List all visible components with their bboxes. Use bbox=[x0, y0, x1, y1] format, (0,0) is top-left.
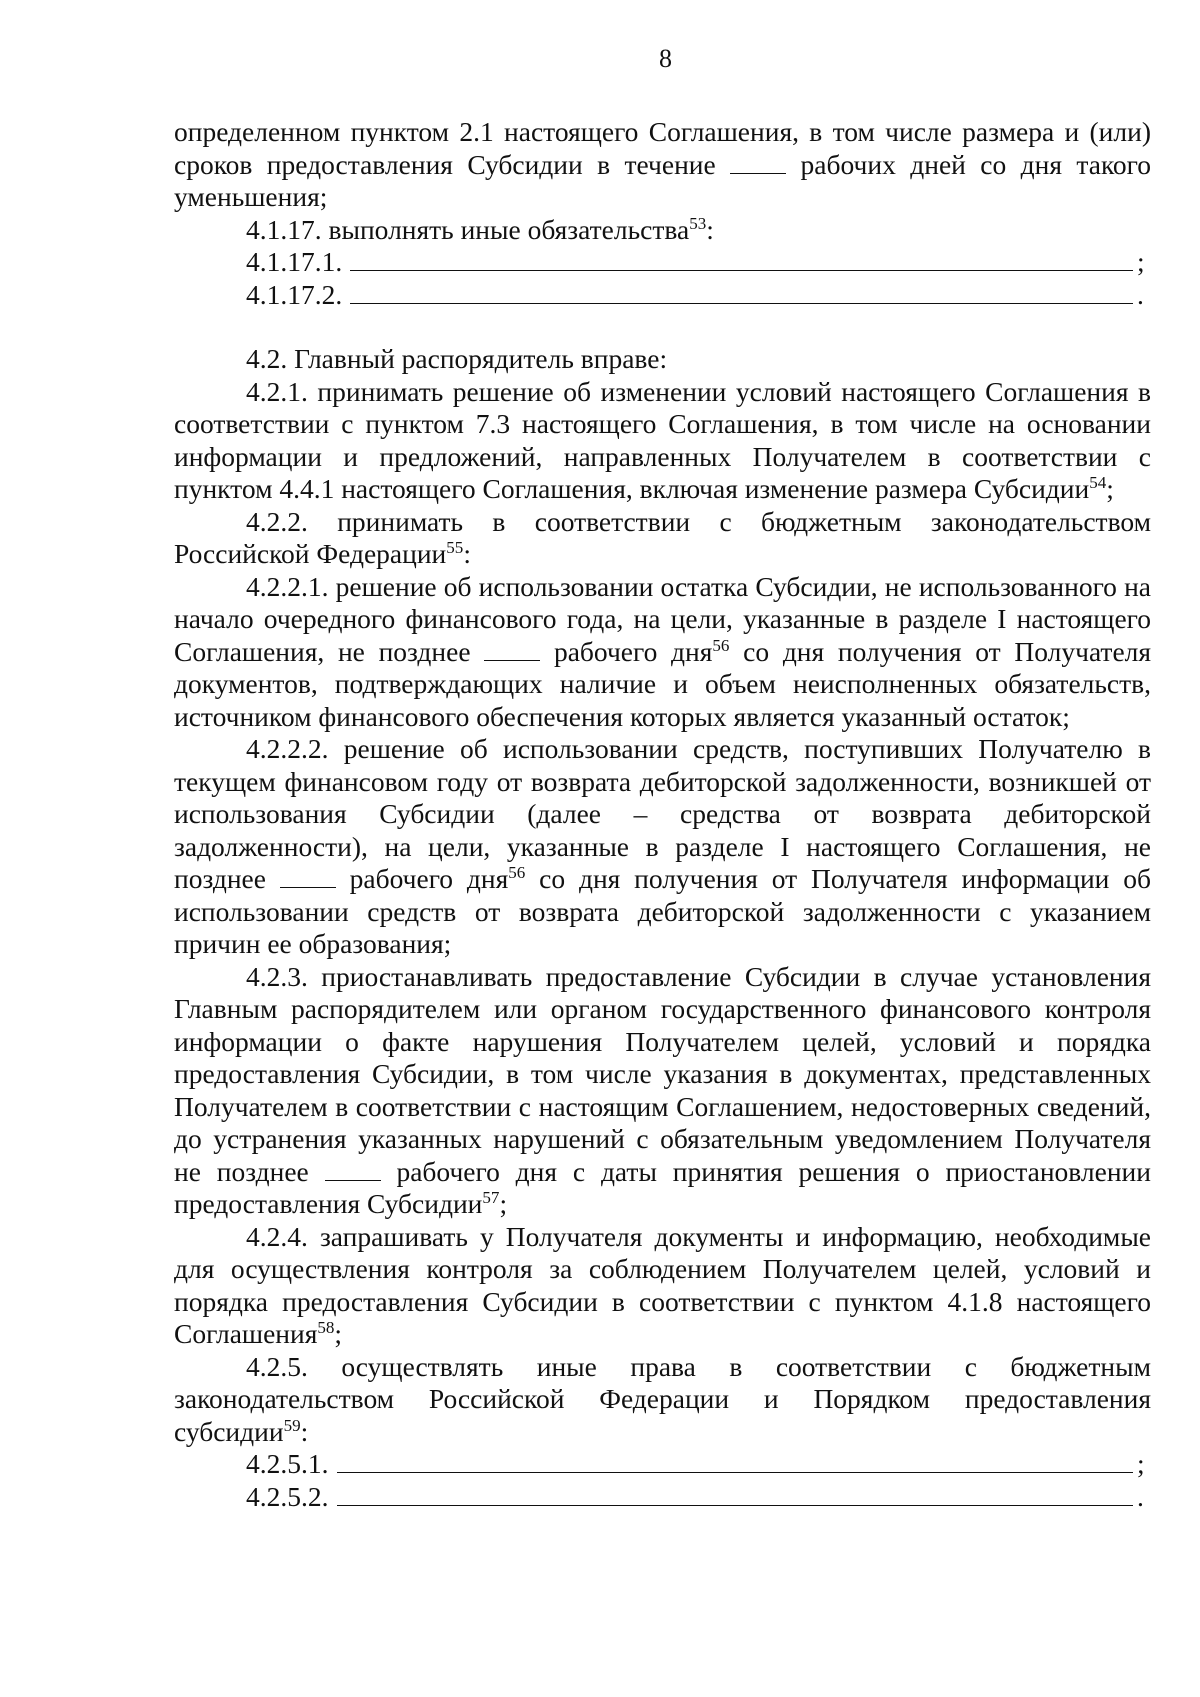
fill-line-4-1-17-1: 4.1.17.1. ; bbox=[246, 246, 1145, 277]
fill-line-4-2-5-2: 4.2.5.2. . bbox=[246, 1480, 1144, 1512]
blank-field bbox=[350, 246, 1133, 271]
footnote-ref: 59 bbox=[283, 1415, 301, 1435]
blank-field bbox=[325, 1162, 381, 1181]
document-body bbox=[174, 116, 1151, 1513]
blank-field bbox=[337, 1481, 1134, 1506]
blank-field bbox=[730, 155, 786, 174]
paragraph-4-2-2-1: 4.2.2.1. решение об использовании остатка Субсидии, не использованного на начало очередного финансового года, на цели, указанные в разделе I настоящего Соглашения, не позднее рабочего дня$^{56}$ со дня получения от Получателя документов, подтверждающих наличие и объем неисполненных обязательств, источником финансового обеспечения которых является указанный остаток; bbox=[174, 570, 1152, 732]
footnote-ref: 57 bbox=[482, 1187, 500, 1207]
paragraph-4-2-4: 4.2.4. запрашивать у Получателя документы и информацию, необходимые для осуществления контроля за соблюдением Получателем целей, условий и порядка предоставления Субсидии в соответствии с пунктом 4.1.8 настоящего Соглашения$^{58}$; bbox=[174, 1220, 1151, 1349]
paragraph-4-2-1: 4.2.1. принимать решение об изменении условий настоящего Соглашения в соответствии с пунктом 7.3 настоящего Соглашения, в том числе на основании информации и предложений, направленных Получателем в соответствии с пунктом 4.4.1 настоящего Соглашения, включая изменение размера Субсидии$^{54}$; bbox=[174, 375, 1151, 504]
footnote-ref: 56 bbox=[712, 635, 730, 655]
footnote-ref: 54 bbox=[1089, 472, 1107, 492]
footnote-ref: 53 bbox=[689, 213, 707, 233]
fill-line-4-2-5-1: 4.2.5.1. ; bbox=[246, 1448, 1145, 1479]
paragraph-4-2-5: 4.2.5. осуществлять иные права в соответствии с бюджетным законодательством Российской Федерации и Порядком предоставления субсидии$^{59}$: bbox=[174, 1350, 1151, 1447]
paragraph-4-2-2-2: 4.2.2.2. решение об использовании средств, поступивших Получателю в текущем финансовом году от возврата дебиторской задолженности, возникшей от использования Субсидии (далее – средства от возврата дебиторской задолженности), на цели, указанные в разделе I настоящего Соглашения, не позднее рабочего дня$^{56}$ со дня получения от Получателя информации об использовании средств от возврата дебиторской задолженности с указанием причин ее образования; bbox=[174, 733, 1151, 959]
footnote-ref: 58 bbox=[317, 1317, 335, 1337]
page-number: 8 bbox=[659, 44, 672, 73]
paragraph-4-2-3: 4.2.3. приостанавливать предоставление Субсидии в случае установления Главным распорядителем или органом государственного финансового контроля информации о факте нарушения Получателем целей, условий и порядка предоставления Субсидии, в том числе указания в документах, представленных Получателем в соответствии с настоящим Соглашением, недостоверных сведений, до устранения указанных нарушений с обязательным уведомлением Получателя не позднее рабочего дня с даты принятия решения о приостановлении предоставления Субсидии$^{57}$; bbox=[174, 960, 1151, 1219]
footnote-ref: 56 bbox=[508, 862, 526, 882]
blank-field bbox=[337, 1448, 1134, 1473]
fill-line-4-1-17-2: 4.1.17.2. . bbox=[246, 278, 1144, 310]
paragraph-4-1-17: 4.1.17. выполнять иные обязательства$^{53}$: bbox=[246, 213, 714, 245]
blank-field bbox=[484, 642, 540, 661]
blank-field bbox=[350, 279, 1133, 304]
footnote-ref: 55 bbox=[446, 537, 464, 557]
paragraph-4-2: 4.2. Главный распорядитель вправе: bbox=[246, 343, 668, 374]
paragraph-continuation: определенном пунктом 2.1 настоящего Соглашения, в том числе размера и (или) сроков предоставления Субсидии в течение рабочих дней со дня такого уменьшения; bbox=[174, 116, 1151, 212]
blank-field bbox=[280, 869, 336, 888]
paragraph-4-2-2: 4.2.2. принимать в соответствии с бюджетным законодательством Российской Федерации$^{55}$: bbox=[174, 505, 1151, 569]
